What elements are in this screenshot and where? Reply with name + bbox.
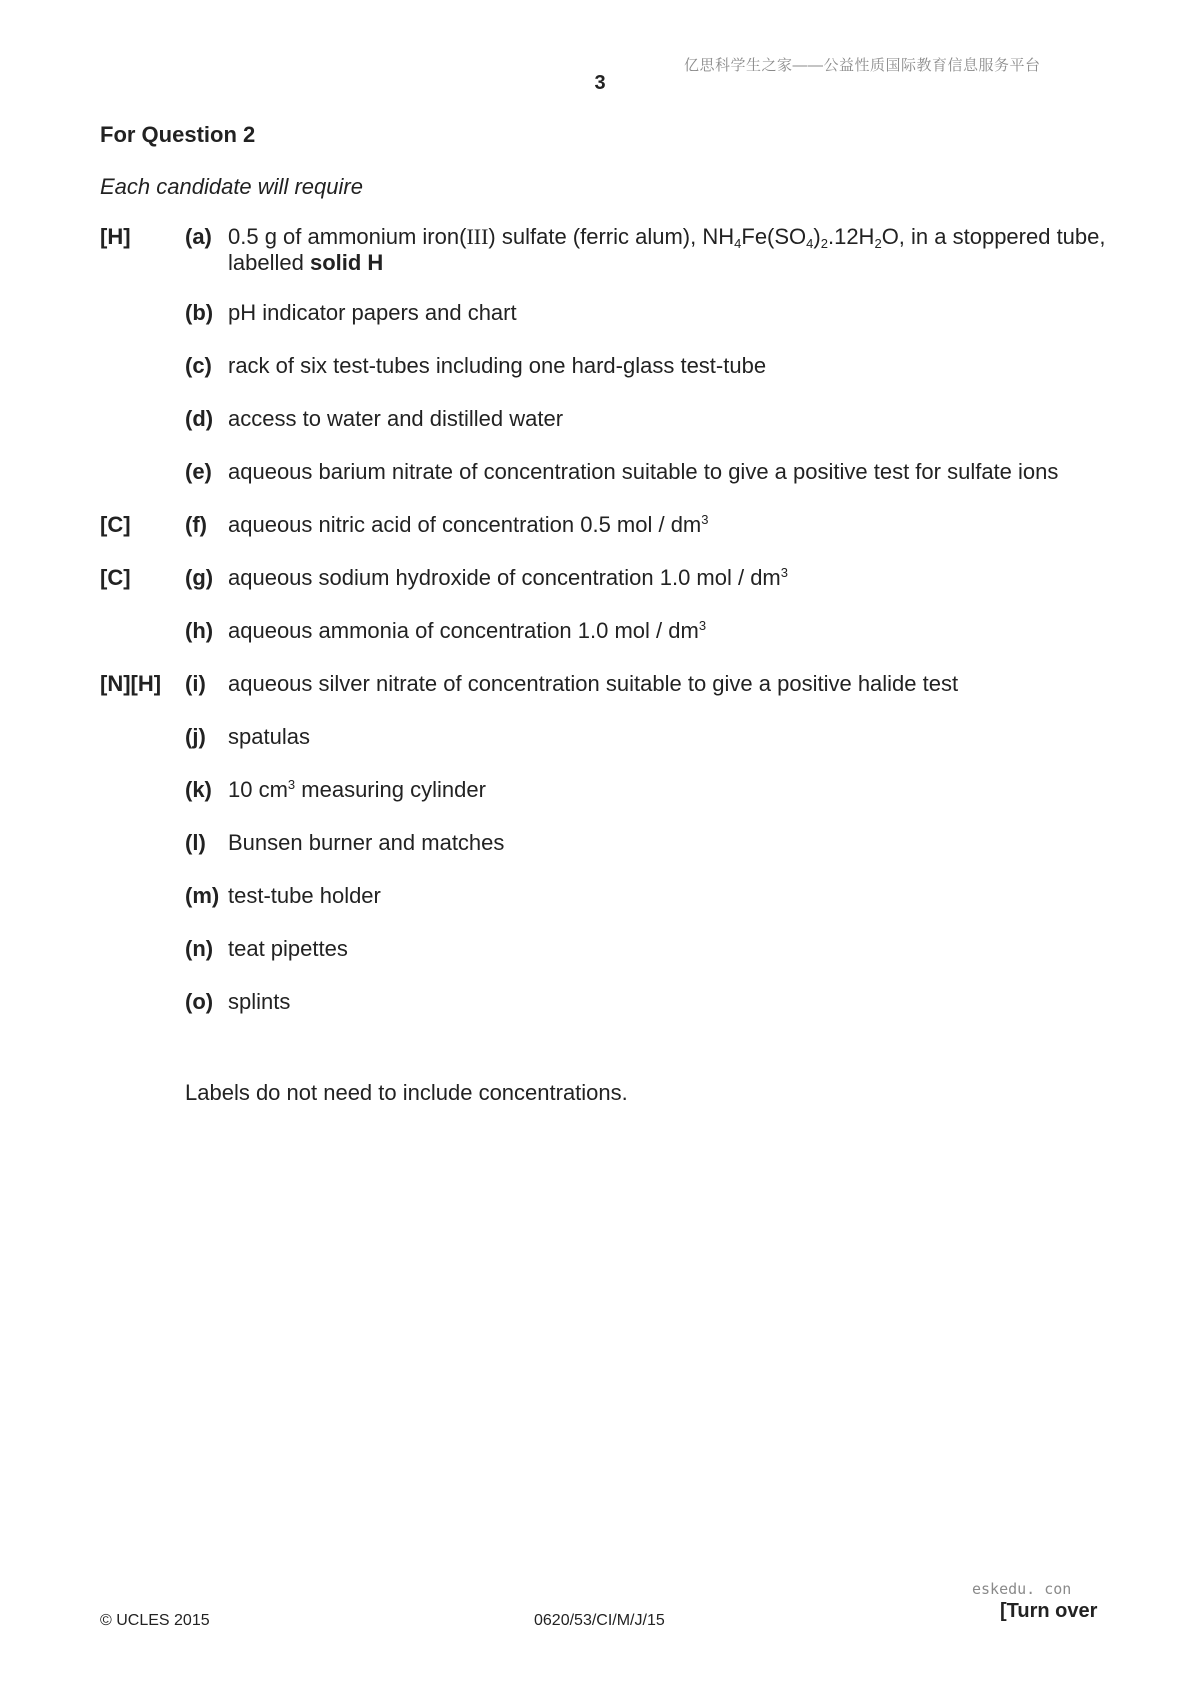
labels-note: Labels do not need to include concentrations. (185, 1080, 628, 1105)
item-text: Bunsen burner and matches (228, 830, 505, 855)
paper-code: 0620/53/CI/M/J/15 (534, 1612, 665, 1629)
item-letter: (a) (185, 224, 212, 249)
copyright: © UCLES 2015 (100, 1612, 210, 1629)
item-tag: [C] (100, 512, 131, 537)
item-tag: [C] (100, 565, 131, 590)
turn-over-label: [Turn over (1000, 1600, 1098, 1622)
item-letter: (h) (185, 618, 214, 643)
item-text: 10 $cm^3$ measuring cylinder (228, 777, 486, 802)
item-letter: (o) (185, 989, 214, 1014)
item-text: teat pipettes (228, 936, 348, 961)
item-text: rack of six test-tubes including one hard-glass test-tube (228, 353, 767, 378)
item-text: 0.5 g of ammonium iron(III) sulfate (ferric alum), $NH_4Fe(SO_4)_2.12H_2O$, in a stoppered tube, labelled solid H (228, 224, 1106, 275)
item-tag: [N][H] (100, 671, 162, 696)
item-letter: (g) (185, 565, 214, 590)
item-tag: [H] (100, 224, 131, 249)
page-number: 3 (594, 72, 606, 94)
item-letter: (l) (185, 830, 206, 855)
item-letter: (n) (185, 936, 214, 961)
item-text: spatulas (228, 724, 310, 749)
item-letter: (d) (185, 406, 214, 431)
item-letter: (m) (185, 883, 220, 908)
item-letter: (j) (185, 724, 206, 749)
item-letter: (c) (185, 353, 212, 378)
item-letter: (f) (185, 512, 207, 537)
item-text: aqueous nitric acid of concentration 0.5 mol / $dm^3$ (228, 512, 709, 537)
item-text: test-tube holder (228, 883, 381, 908)
item-text: aqueous sodium hydroxide of concentration 1.0 mol / $dm^3$ (228, 565, 788, 590)
item-text: aqueous silver nitrate of concentration suitable to give a positive halide test (228, 671, 959, 696)
item-text: aqueous ammonia of concentration 1.0 mol / $dm^3$ (228, 618, 707, 643)
item-letter: (b) (185, 300, 214, 325)
watermark-header: 亿思科学生之家——公益性质国际教育信息服务平台 (684, 57, 1041, 74)
solid-h-label: solid H (309, 250, 384, 275)
item-letter: (e) (185, 459, 212, 484)
watermark-footer: eskedu. con (972, 1580, 1072, 1598)
item-text: access to water and distilled water (228, 406, 564, 431)
item-letter: (i) (185, 671, 206, 696)
section-title: For Question 2 (100, 122, 256, 147)
intro-text: Each candidate will require (100, 174, 363, 199)
item-letter: (k) (185, 777, 212, 802)
item-text: pH indicator papers and chart (228, 300, 517, 325)
item-text: splints (228, 989, 291, 1014)
item-text: aqueous barium nitrate of concentration suitable to give a positive test for sulfate ions (228, 459, 1059, 484)
